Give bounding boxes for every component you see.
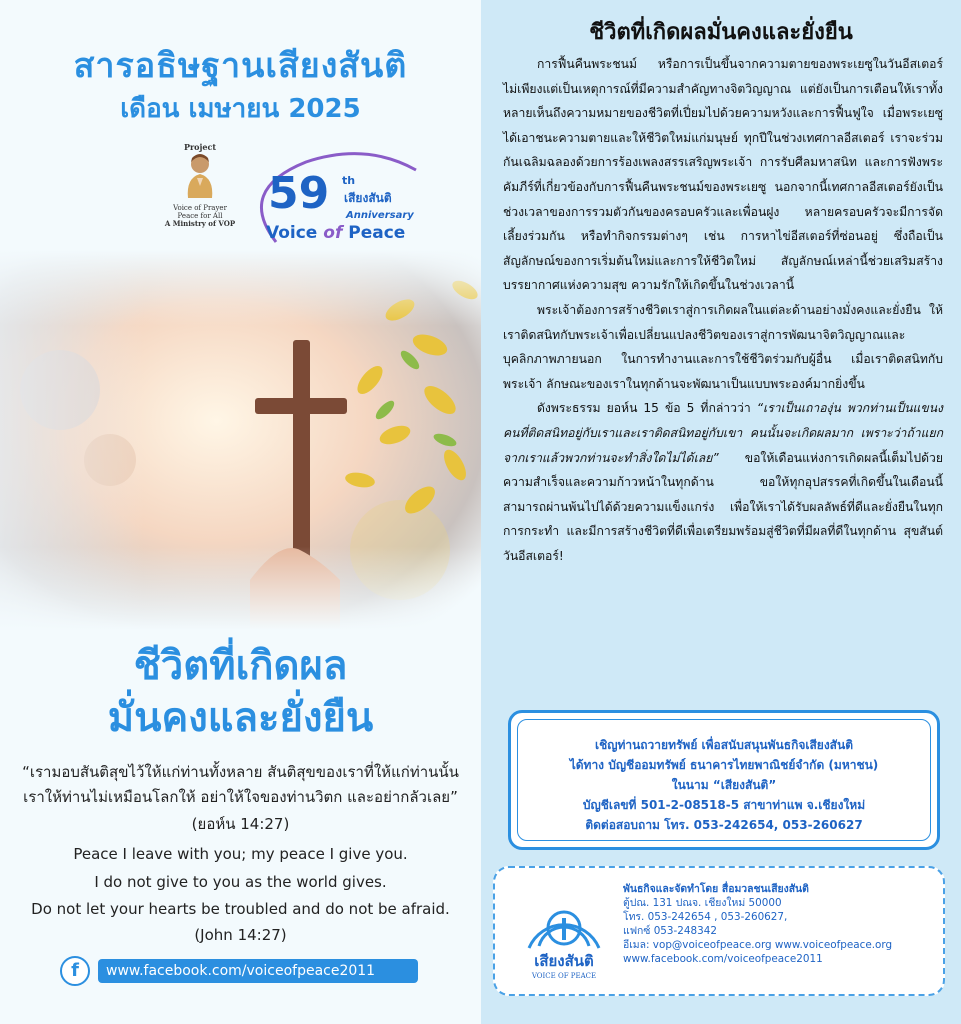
article-paragraph-2: พระเจ้าต้องการสร้างชีวิตเราสู่การเกิดผลในแต่ละด้านอย่างมั่งคงและยั่งยืน ให้เราติดสนิทกับพระเจ้าเพื่อเปลี่ยนแปลงชีวิตของเราสู่การพัฒนาจิตวิญญาณและบุคลิกภาพภายนอก ในการทำงานและการใช้ชีวิตร่วมกับผู้อื่น เมื่อเราติดสนิทกับพระเจ้า ลักษณะของเราในทุกด้านจะพัฒนาเป็นแบบพระองค์มากยิ่งขึ้น: [503, 302, 943, 391]
project-line2: Peace for All: [177, 212, 223, 221]
quote-en-line3: Do not let your hearts be troubled and do not be afraid.: [31, 900, 450, 918]
donation-line2: ได้ทาง บัญชีออมทรัพย์ ธนาคารไทยพาณิชย์จำกัด (มหาชน): [569, 758, 879, 772]
contact-details: [623, 882, 941, 966]
donation-box: [508, 710, 940, 850]
bulletin-date: เดือน เมษายน 2025: [120, 94, 361, 124]
article-p3-quote: “เราเป็นเถาองุ่น พวกท่านเป็นแขนง คนที่ติดสนิทอยู่กับเราและเราติดสนิทอยู่กับเขา คนนั้นจะเกิดผลมาก เพราะว่าถ้าแยกจากเราแล้วพวกท่านจะทำสิ่งใดไม่ได้เลย”: [503, 401, 944, 465]
facebook-link[interactable]: [60, 956, 420, 986]
bulletin-title: สารอธิษฐานเสียงสันติ: [73, 46, 408, 86]
article-p3-rest: ขอให้เดือนแห่งการเกิดผลนี้เต็มไปด้วยความสำเร็จและความก้าวหน้าในทุกด้าน ขอให้ทุกอุปสรรคที่เกิดขึ้นในเดือนนี้สามารถผ่านพ้นไปได้ด้วยความแข็งแกร่ง เพื่อให้เราได้รับผลลัพธ์ที่ดีและยั่งยืนในทุกการกระทำ และมีการสร้างชีวิตที่ดีเพื่อเตรียมพร้อมสู่ชีวิตที่มีผลที่ดีในทุกด้าน สุขสันต์วันอีสเตอร์!: [503, 450, 943, 563]
contact-fax: แฟกซ์ 053-248342: [623, 925, 717, 937]
article-paragraph-3: [503, 396, 943, 568]
facebook-icon: f: [60, 956, 90, 986]
praying-child-icon: [178, 152, 222, 200]
brand-of: of: [323, 223, 343, 243]
project-line3: A Ministry of VOP: [164, 219, 236, 229]
donation-line4: บัญชีเลขที่ 501-2-08518-5 สาขาท่าแพ จ.เชียงใหม่: [582, 798, 866, 812]
quote-thai-line1: “เรามอบสันติสุขไว้ให้แก่ท่านทั้งหลาย สันติสุขของเราที่ให้แก่ท่านนั้น: [22, 763, 459, 781]
donation-line1: เชิญท่านถวายทรัพย์ เพื่อสนับสนุนพันธกิจเสียงสันติ: [594, 738, 854, 752]
brand-peace: Peace: [342, 223, 406, 243]
facebook-url[interactable]: www.facebook.com/voiceofpeace2011: [98, 959, 418, 983]
brand-voice: Voice: [266, 223, 324, 243]
quote-en-ref: (John 14:27): [194, 926, 287, 944]
contact-phone: โทร. 053-242654 , 053-260627,: [623, 911, 788, 923]
project-label: Project: [183, 142, 217, 152]
quote-thai-ref: (ยอห์น 14:27): [191, 815, 290, 833]
contact-box: [493, 866, 945, 996]
anniversary-thai: เสียงสันติ: [344, 191, 392, 205]
quote-en-line2: I do not give to you as the world gives.: [94, 873, 387, 891]
quote-thai-line2: เราให้ท่านไม่เหมือนโลกให้ อย่าให้ใจของท่านวิตก และอย่ากลัวเลย”: [23, 788, 458, 806]
project-line1: Voice of Prayer: [173, 204, 227, 212]
article-paragraph-1: การฟื้นคืนพระชนม์ หรือการเป็นขึ้นจากความตายของพระเยซูในวันอีสเตอร์ ไม่เพียงแต่เป็นเหตุการณ์ที่มีความสำคัญทางจิตวิญญาณ แต่ยังเป็นการเตือนให้เราทั้งหลายเห็นถึงความหมายของชีวิตที่เปี่ยมไปด้วยความหวังและการฟื้นฟูใจ เมื่อพระเยซูได้เอาชนะความตายและให้ชีวิตใหม่แก่มนุษย์ ทุกปีในช่วงเทศกาลอีสเตอร์ เราจะร่วมกันเฉลิมฉลองด้วยการร้องเพลงสรรเสริญพระเจ้า การรับศีลมหาสนิท และการฟังพระคัมภีร์ที่เกี่ยวข้องกับการฟื้นคืนพระชนม์ของพระเยซู นอกจากนี้เทศกาลอีสเตอร์ยังเป็นช่วงเวลาของการรวมตัวกันของครอบครัวและเพื่อนฝูง หลายครอบครัวจะมีการจัดเลี้ยงร่วมกัน หรือทำกิจกรรมต่างๆ เช่น การหาไข่อีสเตอร์ที่ซ่อนอยู่ ซึ่งถือเป็นสัญลักษณ์ของการเริ่มต้นใหม่และการให้ชีวิตใหม่ สัญลักษณ์เหล่านี้ช่วยเสริมสร้างบรรยากาศแห่งความสุข ความรักให้เกิดขึ้นในช่วงเวลานี้: [503, 57, 943, 293]
article-title: ชีวิตที่เกิดผลมั่นคงและยั่งยืน: [589, 20, 853, 45]
anniversary-word: Anniversary: [346, 210, 414, 221]
contact-address: ตู้ปณ. 131 ปณจ. เชียงใหม่ 50000: [623, 897, 782, 909]
donation-line3: ในนาม “เสียงสันติ”: [671, 778, 777, 792]
logo-thai-text: เสียงสันติ: [534, 952, 594, 970]
anniversary-suffix: th: [342, 174, 356, 187]
project-logo: [150, 142, 250, 242]
contact-facebook[interactable]: www.facebook.com/voiceofpeace2011: [623, 953, 823, 965]
quote-en-line1: Peace I leave with you; my peace I give you.: [73, 845, 408, 863]
cross-photo: [0, 250, 481, 630]
contact-email[interactable]: อีเมล: vop@voiceofpeace.org www.voiceofpeace.org: [623, 939, 893, 951]
cover-title-line1: ชีวิตที่เกิดผล: [133, 643, 348, 689]
anniversary-logo: [246, 150, 436, 250]
cover-title-line2: มั่นคงและยั่งยืน: [107, 695, 374, 741]
article-p3-intro: ดังพระธรรม ยอห์น 15 ข้อ 5 ที่กล่าวว่า: [537, 401, 757, 416]
logo-sub-text: VOICE OF PEACE: [531, 972, 597, 980]
svg-text:Voice of Peace: [266, 223, 405, 243]
contact-head: พันธกิจและจัดทำโดย สื่อมวลชนเสียงสันติ: [623, 883, 809, 895]
donation-line5: ติดต่อสอบถาม โทร. 053-242654, 053-260627: [585, 818, 863, 832]
anniversary-number: 59: [268, 168, 330, 219]
article-body: [503, 52, 943, 568]
voice-of-peace-logo: [509, 878, 619, 988]
donation-frame: [517, 719, 931, 841]
